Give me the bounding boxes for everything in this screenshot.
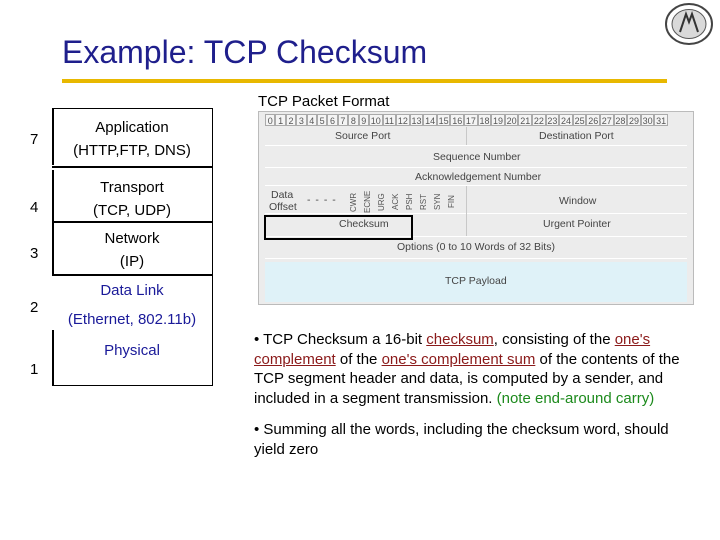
bit-label: 5	[317, 114, 327, 126]
layer-name: Data Link	[100, 282, 164, 299]
row-divider	[265, 145, 687, 146]
layer-transport	[52, 176, 212, 222]
layer-protocols: (IP)	[119, 253, 145, 270]
options-field: Options (0 to 10 Words of 32 Bits)	[397, 241, 555, 253]
flag-urg: URG	[377, 193, 386, 211]
layer-application	[52, 116, 212, 162]
bit-label: 1	[275, 114, 285, 126]
layer-name: Application	[95, 119, 169, 136]
tcp-payload-area	[265, 262, 687, 302]
bit-label: 3	[296, 114, 306, 126]
tcp-packet-diagram	[258, 111, 694, 305]
university-seal-logo	[664, 2, 714, 46]
bit-label: 12	[397, 116, 408, 126]
bit-label: 25	[574, 116, 585, 126]
row-divider	[265, 258, 687, 259]
column-divider	[466, 127, 467, 145]
reserved-bits: - - - -	[307, 194, 337, 206]
source-port-field: Source Port	[335, 130, 391, 142]
flag-ecne: ECNE	[363, 190, 372, 214]
bullet-text: , consisting of the	[493, 331, 615, 348]
layer-number-2: 2	[30, 299, 39, 316]
data-offset-field: Data	[271, 189, 294, 201]
layer-protocols: (TCP, UDP)	[92, 202, 172, 219]
window-field: Window	[559, 195, 597, 207]
bit-label: 2	[286, 114, 296, 126]
flag-psh: PSH	[405, 193, 414, 211]
bit-label: 29	[628, 116, 639, 126]
bullet-text: of the	[335, 350, 382, 368]
layer-network	[52, 227, 212, 273]
bit-label: 11	[383, 114, 397, 126]
flag-cwr: CWR	[349, 192, 358, 212]
bit-label: 13	[411, 116, 422, 126]
flag-rst: RST	[419, 194, 428, 210]
flag-fin: FIN	[447, 195, 456, 209]
layer-physical	[52, 339, 212, 362]
bit-label: 0	[265, 114, 275, 126]
data-offset-field-line2: Offset	[269, 201, 297, 213]
end-around-carry-note: (note end-around carry)	[496, 389, 655, 407]
bit-label: 4	[307, 114, 317, 126]
bit-ruler	[265, 114, 668, 126]
ones-complement-link[interactable]: one's complement	[254, 331, 651, 368]
layer-name: Physical	[104, 342, 160, 359]
bit-label: 8	[348, 114, 358, 126]
checksum-highlight-box	[264, 215, 413, 240]
bit-label: 6	[327, 114, 337, 126]
ones-complement-sum-link[interactable]: one's complement sum	[381, 350, 536, 368]
bit-label: 26	[588, 116, 599, 126]
sequence-number-field: Sequence Number	[433, 151, 521, 163]
title-underline	[62, 79, 667, 83]
checksum-field: Checksum	[339, 218, 389, 230]
bit-label: 18	[479, 116, 490, 126]
flag-syn: SYN	[433, 193, 442, 211]
bullet-checksum-definition	[254, 330, 694, 408]
acknowledgement-number-field: Acknowledgement Number	[415, 171, 542, 183]
checksum-link[interactable]: checksum	[426, 331, 494, 348]
bit-label: 28	[615, 116, 626, 126]
bit-label: 9	[359, 114, 369, 126]
bit-label: 19	[493, 116, 504, 126]
layer-divider	[52, 166, 212, 168]
layer-protocols: (HTTP,FTP, DNS)	[73, 142, 191, 159]
bullet-summing-words: • Summing all the words, including the checksum word, should yield zero	[254, 421, 669, 458]
row-divider	[265, 167, 687, 168]
bit-label: 15	[438, 116, 449, 126]
slide-title: Example: TCP Checksum	[62, 34, 428, 70]
bit-label: 23	[547, 116, 558, 126]
layer-divider	[52, 274, 212, 276]
layer-data-link	[52, 279, 212, 331]
bit-label: 10	[370, 116, 381, 126]
layer-number-4: 4	[30, 199, 39, 216]
bit-label: 21	[520, 116, 531, 126]
bullet-text: of the contents of the TCP segment header and data, is computed by a sender, and included in a segment transmission.	[254, 350, 680, 407]
row-divider	[265, 185, 687, 186]
bit-label: 24	[561, 116, 572, 126]
row-divider	[265, 213, 687, 214]
bit-label: 31	[656, 116, 667, 126]
bit-label: 20	[506, 116, 517, 126]
layer-protocols: (Ethernet, 802.11b)	[67, 311, 197, 328]
column-divider	[466, 186, 467, 236]
layer-name: Network	[104, 230, 160, 247]
packet-format-label: TCP Packet Format	[258, 93, 390, 110]
layer-name: Transport	[100, 179, 164, 196]
destination-port-field: Destination Port	[539, 130, 614, 142]
bit-label: 30	[642, 116, 653, 126]
urgent-pointer-field: Urgent Pointer	[543, 218, 611, 230]
bit-label: 17	[465, 116, 476, 126]
bullet-list	[254, 330, 694, 471]
bit-label: 22	[533, 116, 544, 126]
tcp-payload-label: TCP Payload	[445, 275, 507, 287]
bit-label: 7	[338, 114, 348, 126]
layer-number-3: 3	[30, 245, 39, 262]
bit-label: 14	[425, 116, 436, 126]
flag-ack: ACK	[391, 193, 400, 211]
layer-number-1: 1	[30, 361, 39, 378]
bit-label: 16	[452, 116, 463, 126]
bullet-text: • TCP Checksum a 16-bit	[254, 331, 427, 348]
layer-number-7: 7	[30, 131, 39, 148]
bit-label: 27	[601, 116, 612, 126]
